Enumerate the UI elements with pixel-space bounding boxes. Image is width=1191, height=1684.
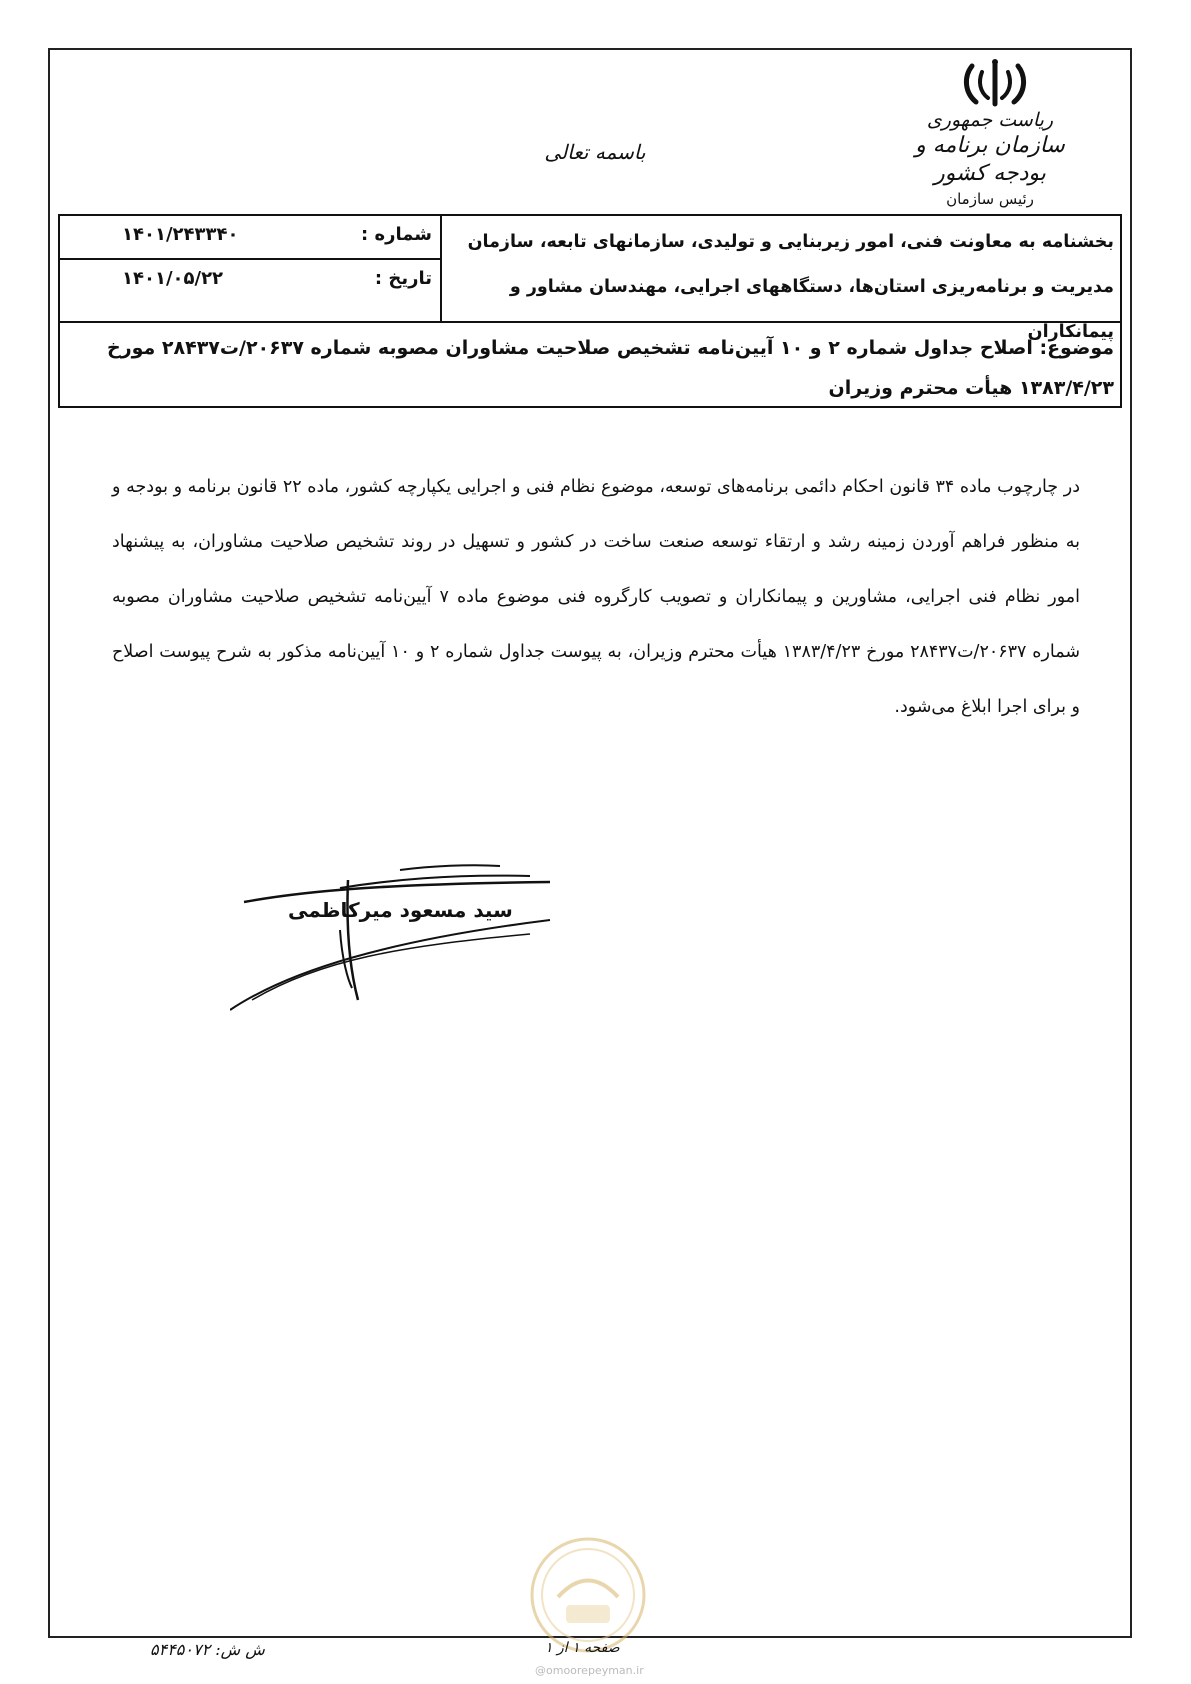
letter-number-row [60, 216, 440, 258]
table-divider-vertical [440, 216, 442, 323]
letter-header-table [58, 214, 1122, 408]
letter-date-value: ۱۴۰۱/۰۵/۲۲ [122, 268, 224, 289]
letter-body: در چارچوب ماده ۳۴ قانون احکام دائمی برنامه‌های توسعه، موضوع نظام فنی و اجرایی یکپارچه کشور، ماده ۲۲ قانون برنامه و بودجه و به منظور فراهم آوردن زمینه رشد و ارتقاء توسعه صنعت ساخت در کشور و تسهیل در روند تشخیص صلاحیت مشاوران، به پیشنهاد امور نظام فنی اجرایی، مشاورین و پیمانکاران و تصویب کارگروه فنی موضوع ماده ۷ آیین‌نامه تشخیص صلاحیت مشاوران مصوبه شماره ۲۰۶۳۷/ت۲۸۴۳۷ مورخ ۱۳۸۳/۴/۲۳ هیأت محترم وزیران، به پیوست جداول شماره ۲ و ۱۰ آیین‌نامه مذکور به شرح پیوست اصلاح و برای اجرا ابلاغ می‌شود. [112, 477, 1081, 717]
invocation-text: باسمه تعالی [544, 140, 646, 164]
letter-number-value: ۱۴۰۱/۲۴۳۳۴۰ [122, 224, 239, 245]
org-line-presidency: ریاست جمهوری [926, 109, 1054, 131]
document-code: ش ش: ۵۴۴۵۰۷۲ [150, 1640, 265, 1659]
iran-emblem-icon [960, 58, 1030, 108]
letter-date-label: تاریخ : [374, 268, 432, 289]
organization-heading [900, 108, 1080, 210]
signatory-name: سید مسعود میرکاظمی [288, 898, 513, 922]
publisher-watermark-icon [528, 1535, 648, 1655]
letter-subject: موضوع: اصلاح جداول شماره ۲ و ۱۰ آیین‌نامه تشخیص صلاحیت مشاوران مصوبه شماره ۲۰۶۳۷/ت۲۸۴۳۷ مورخ ۱۳۸۳/۴/۲۳ هیأت محترم وزیران [107, 337, 1114, 399]
org-line-organization: سازمان برنامه و بودجه کشور [915, 133, 1065, 186]
letter-date-row [60, 260, 440, 302]
source-site: @omoorepeyman.ir [535, 1664, 644, 1677]
org-line-head: رئیس سازمان [946, 190, 1034, 208]
letter-number-label: شماره : [361, 224, 432, 245]
handwritten-signature-icon [230, 860, 560, 1030]
page-indicator: صفحه ۱ از ۱ [545, 1640, 620, 1656]
recipient-text: بخشنامه به معاونت فنی، امور زیربنایی و تولیدی، سازمانهای تابعه، سازمان مدیریت و برنامه‌ریزی استان‌ها، دستگاههای اجرایی، مهندسان مشاور و پیمانکاران [467, 232, 1114, 342]
